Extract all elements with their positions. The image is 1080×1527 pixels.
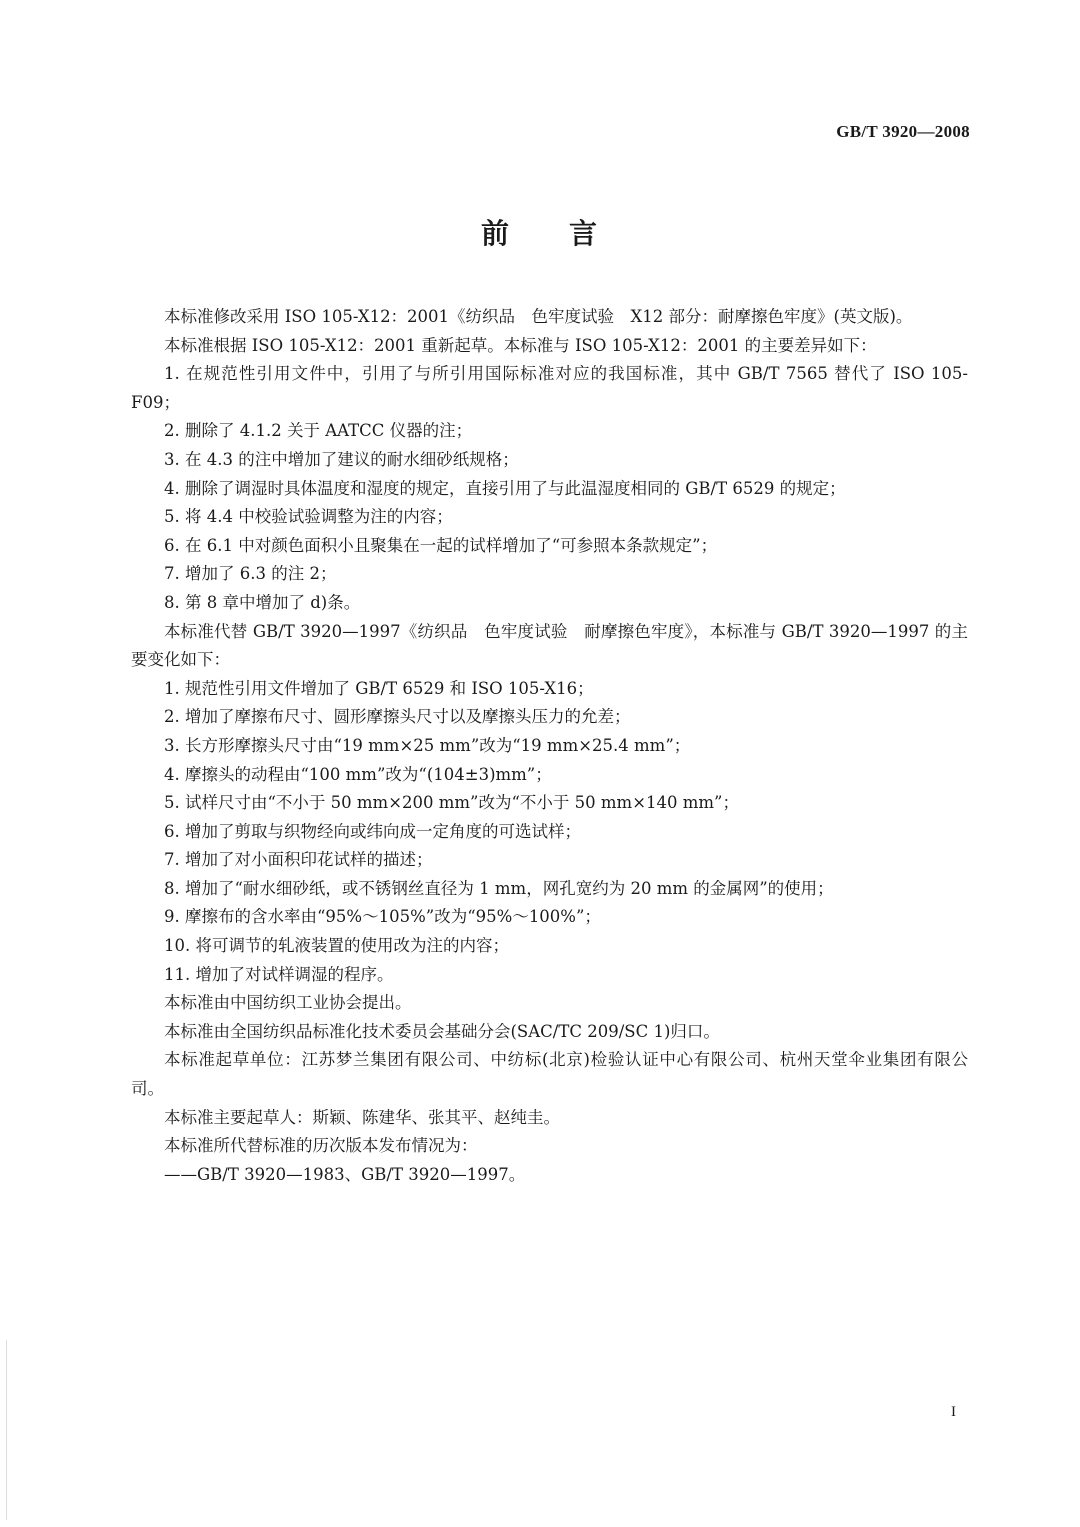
standard-number: GB/T 3920—2008	[836, 122, 970, 141]
change-item-2: 2. 增加了摩擦布尺寸、圆形摩擦头尺寸以及摩擦头压力的允差；	[164, 707, 631, 727]
change-item-10: 10. 将可调节的轧液装置的使用改为注的内容；	[164, 936, 509, 956]
paragraph-1: 本标准修改采用 ISO 105-X12：2001《纺织品 色牢度试验 X12 部分：耐摩擦色牢度》(英文版)。	[164, 307, 913, 326]
title-char-1: 前	[480, 217, 511, 250]
committee-paragraph: 本标准由全国纺织品标准化技术委员会基础分会(SAC/TC 209/SC 1)归口。	[164, 1021, 720, 1041]
change-item-4: 4. 摩擦头的动程由“100 mm”改为“(104±3)mm”；	[164, 764, 552, 784]
difference-item-3: 3. 在 4.3 的注中增加了建议的耐水细砂纸规格；	[164, 449, 519, 469]
history-paragraph: 本标准所代替标准的历次版本发布情况为：	[164, 1136, 478, 1156]
change-item-8: 8. 增加了“耐水细砂纸，或不锈钢丝直径为 1 mm，网孔宽约为 20 mm 的金属网”的使用；	[164, 878, 834, 898]
difference-item-5: 5. 将 4.4 中校验试验调整为注的内容；	[164, 507, 453, 527]
difference-item-1: 1. 在规范性引用文件中，引用了与所引用国际标准对应的我国标准，其中 GB/T 7565 替代了 ISO 105-F09；	[131, 364, 968, 412]
page-number: I	[951, 1404, 956, 1420]
difference-item-6: 6. 在 6.1 中对颜色面积小且聚集在一起的试样增加了“可参照本条款规定”；	[164, 535, 718, 555]
difference-item-8: 8. 第 8 章中增加了 d)条。	[164, 592, 361, 612]
history-editions: ——GB/T 3920—1983、GB/T 3920—1997。	[164, 1164, 526, 1184]
change-item-11: 11. 增加了对试样调湿的程序。	[164, 964, 394, 984]
difference-item-2: 2. 删除了 4.1.2 关于 AATCC 仪器的注；	[164, 421, 473, 441]
drafters-paragraph: 本标准主要起草人：斯颖、陈建华、张其平、赵纯圭。	[164, 1107, 560, 1127]
paragraph-replaces: 本标准代替 GB/T 3920—1997《纺织品 色牢度试验 耐摩擦色牢度》，本标准与 GB/T 3920—1997 的主要变化如下：	[131, 621, 968, 670]
change-item-9: 9. 摩擦布的含水率由“95%～105%”改为“95%～100%”；	[164, 907, 601, 927]
proposer-paragraph: 本标准由中国纺织工业协会提出。	[164, 993, 412, 1013]
title-char-2: 言	[569, 217, 600, 250]
change-item-3: 3. 长方形摩擦头尺寸由“19 mm×25 mm”改为“19 mm×25.4 mm”；	[164, 735, 691, 755]
paragraph-2: 本标准根据 ISO 105-X12：2001 重新起草。本标准与 ISO 105-X12：2001 的主要差异如下：	[164, 335, 877, 355]
drafting-units-paragraph: 本标准起草单位：江苏梦兰集团有限公司、中纺标(北京)检验认证中心有限公司、杭州天堂伞业集团有限公司。	[131, 1050, 968, 1099]
change-item-1: 1. 规范性引用文件增加了 GB/T 6529 和 ISO 105-X16；	[164, 678, 594, 698]
change-item-7: 7. 增加了对小面积印花试样的描述；	[164, 850, 433, 870]
page-title	[0, 212, 1080, 252]
difference-item-7: 7. 增加了 6.3 的注 2；	[164, 564, 337, 584]
change-item-6: 6. 增加了剪取与织物经向或纬向成一定角度的可选试样；	[164, 821, 581, 841]
scan-edge-line	[6, 1340, 7, 1520]
foreword-body	[131, 303, 968, 1189]
difference-item-4: 4. 删除了调湿时具体温度和湿度的规定，直接引用了与此温湿度相同的 GB/T 6529 的规定；	[164, 478, 846, 498]
change-item-5: 5. 试样尺寸由“不小于 50 mm×200 mm”改为“不小于 50 mm×140 mm”；	[164, 793, 739, 813]
